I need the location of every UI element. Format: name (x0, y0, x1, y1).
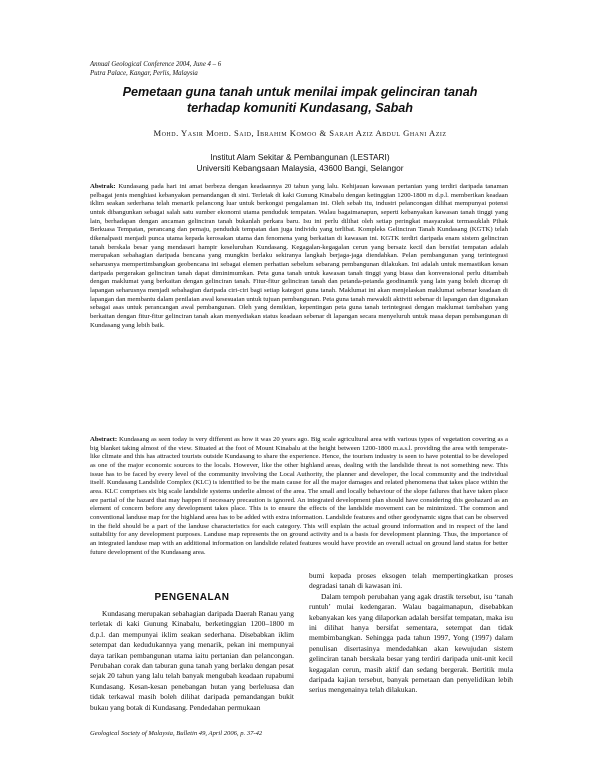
section-title: PENGENALAN (154, 592, 230, 603)
journal-footer: Geological Society of Malaysia, Bulletin 49, April 2006, p. 37-42 (90, 730, 263, 737)
conference-name: Annual Geological Conference 2004, June 4 – 6 (90, 61, 222, 68)
right-paragraph: bumi kepada proses eksogen telah mempertingkatkan proses degradasi tanah di kawasan ini. (309, 571, 513, 591)
affiliation (60, 152, 540, 174)
abstract-english-text: Kundasang as seen today is very different as how it was 20 years ago. Big scale agricultural area with various types of vegetation covering as a big blanket taking almost of the view. Situated at the foot of Mount Kinabalu at the height between 1200-1800 m.a.s.l. providing the area with temperate-like climate and this has attracted tourists outside Kundasang to share the experience. Hence, the tourism industry is seen to have potential to be developed as one of the major economic sources to the locals. However, like the other highland areas, dealing with the landslide threat is not something new. This issue has to be faced by every level of the community involving the Local Authority, the planner and developer, the local community and the individual itself. Kundasang Landslide Complex (KLC) is identified to be the main cause for all the major damages and related phenomena that takes place within the area. KLC comprises six big scale landslide systems underlie almost of the area. The small and locally behaviour of the slope failures that have taken place are partial of the hazard that may happen if necessary precaution is ignored. An integrated development plan should have considering this geohazard as an element of concern before any development takes place. This is to ensure the effects of the landslide movement can be minimized. The common and conventional landuse map for the highland area has to be added with extra information. Landslide features and other geodynamic signs that can be observed in the field should be a part of the landuse characteristics for each category. This will explain the actual ground information and in respect of the land suitability for any development purposes. Landuse map represents the on ground activity and is a basis for development planning. Thus, the importance of an integrated landuse map with an additional information on landslide related features would have provide an overall actual on ground land status for better future development of the Kundasang area. (90, 436, 508, 556)
abstract-english-label: Abstract: (90, 436, 118, 443)
affiliation-university: Universiti Kebangsaan Malaysia, 43600 Bangi, Selangor (196, 163, 404, 173)
abstract-malay (90, 183, 508, 330)
abstract-malay-text: Kundasang pada hari ini amat berbeza dengan keadaannya 20 tahun yang lalu. Kehijauan kawasan pertanian yang terdiri daripada tanaman pelbagai jenis menghiasi kebanyakan pemandangan di sini. Terletak di kaki Gunung Kinabalu dengan ketinggian 1200-1800 m d.p.l. memberikan keadaan iklim seakan sederhana telah menarik pelancong luar untuk berkongsi pengalaman ini. Oleh sebab itu, industri pelancongan dilihat mempunyai potensi untuk dibangunkan sebagai salah satu sumber ekonomi utama penduduk tempatan. Walau bagaimanapun, seperti kebanyakan kawasan tanah tinggi yang lain, berhadapan dengan ancaman gelinciran tanah bukanlah perkara baru. Isu ini perlu dilihat oleh setiap peringkat masyarakat termasuklah Pihak Berkuasa Tempatan, perancang dan pemaju, penduduk tempatan dan juga individu yang terlibat. Kompleks Gelinciran Tanah Kundasang (KGTK) telah dikenalpasti menjadi punca utama kepada kerosakan utama dan fenomena yang berkaitan di kawasan ini. KGTK terdiri daripada enam sistem gelinciran tanah berskala besar yang mendasari hampir keseluruhan Kundasang. Kegagalan-kegagalan cerun yang bersaiz kecil dan bersifat tempatan adalah merupakan sebahagian daripada bencana yang mungkin berlaku sekiranya langkah berjaga-jaga diendahkan. Pelan pembangunan yang terintegrasi seharusnya mempertimbangkan geobencana ini sebagai elemen perhatian sebelum sebarang pembangunan dilakukan. Ini adalah untuk memastikan kesan daripada pergerakan gelinciran tanah dapat diminimumkan. Peta guna tanah untuk kawasan tanah tinggi yang biasa dan konvensional perlu ditambah dengan maklumat yang berkaitan dengan gelinciran tanah. Fitur-fitur gelinciran tanah dan petanda-petanda geodinamik yang lain yang boleh dicerap di lapangan seharusnya menjadi sebahagian daripada ciri-ciri bagi setiap kategori guna tanah. Maklumat ini akan menjelaskan maklumat sebenar keadaan di lapangan dan membantu dalam penilaian awal kesesuaian untuk tujuan pembangunan. Peta guna tanah mewakili aktiviti sebenar di lapangan dan digunakan sebagai asas untuk perancangan awal pembangunan. Oleh yang demikian, kepentingan peta guna tanah terintegrasi dengan maklumat tambahan yang berkaitan dengan fitur-fitur gelinciran tanah akan menyediakan status keadaan sebenar di lapangan secara menyeluruh untuk masa depan pembangunan di Kundasang yang lebih baik. (90, 183, 509, 329)
title-line-2: terhadap komuniti Kundasang, Sabah (186, 101, 414, 115)
paper-title (60, 84, 540, 116)
affiliation-institute: Institut Alam Sekitar & Pembangunan (LESTARI) (210, 152, 390, 162)
conference-venue: Putra Palace, Kangar, Perlis, Malaysia (90, 70, 198, 77)
right-paragraph: Dalam tempoh perubahan yang agak drastik tersebut, isu ‘tanah runtuh’ mulai kedengaran. Walau bagaimanapun, disebabkan kebanyakan kes yang dilaporkan adalah bersifat tempatan, maka isu ini dilihat hanya bersifat sementara, setempat dan tidak membimbangkan. Sehingga pada tahun 1997, Yong (1997) dalam penulisan disertasinya mendedahkan akan kewujudan sistem gelinciran tanah berskala besar yang terdiri daripada unit-unit kecil kegagalan cerun, masih aktif dan sedang bergerak. Bertitik mula daripada kajian tersebut, banyak pemetaan dan penyelidikan lebih serius mengenainya telah dilakukan. (309, 591, 513, 695)
abstract-malay-label: Abstrak: (90, 183, 116, 190)
right-column (309, 571, 513, 696)
title-line-1: Pemetaan guna tanah untuk menilai impak gelinciran tanah (122, 85, 478, 99)
conference-header (90, 60, 221, 78)
abstract-english (90, 436, 508, 557)
authors: Mohd. Yasir Mohd. Said, Ibrahim Komoo & Sarah Aziz Abdul Ghani Aziz (153, 128, 447, 138)
left-paragraph: Kundasang merupakan sebahagian daripada Daerah Ranau yang terletak di kaki Gunung Kinabalu, berketinggian 1200–1800 m d.p.l. dan mempunyai iklim seakan sederhana. Disebabkan iklim setempat dan kedudukannya yang menarik, pekan ini mempunyai daya tarikan pembangunan utama iaitu pertanian dan pelancongan. Perubahan corak dan taburan guna tanah yang berlaku dengan pesat sejak 20 tahun yang lalu telah banyak mengubah keadaan rupabumi Kundasang. Kesan-kesan penebangan hutan yang berleluasa dan tidak terkawal masih boleh dilihat daripada pemandangan bukit bukau yang botak di Kundasang. Pendedahan permukaan (90, 609, 294, 712)
left-column (90, 609, 294, 713)
